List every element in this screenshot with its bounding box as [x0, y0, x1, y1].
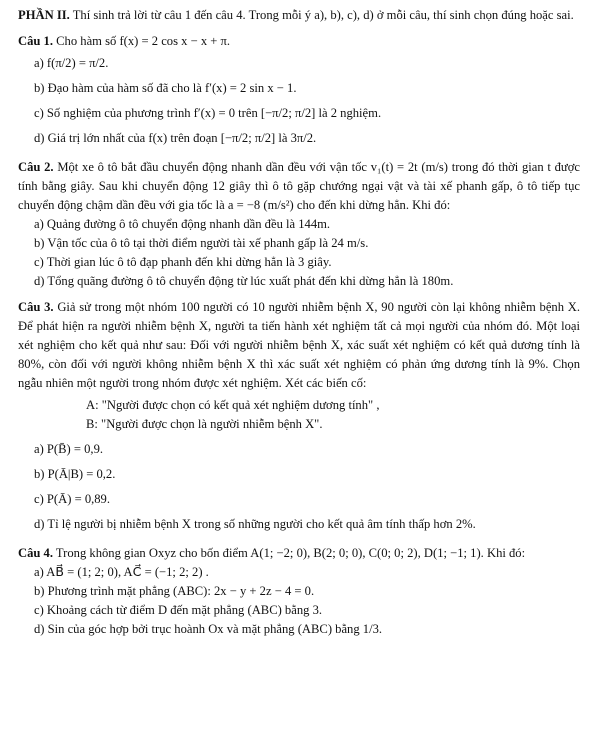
question-1: [18, 32, 580, 151]
question-3-option-c: c) P(Ā) = 0,89.: [34, 492, 111, 506]
part-header: [18, 6, 580, 25]
question-2: [18, 158, 580, 291]
question-3-event-b: B: "Người được chọn là người nhiễm bệnh X".: [86, 417, 323, 431]
question-1-option-c: c) Số nghiệm của phương trình f′(x) = 0 trên [−π/2; π/2] là 2 nghiệm.: [34, 106, 382, 120]
question-1-stem: [18, 32, 580, 51]
question-2-text: Một xe ô tô bắt đầu chuyển động nhanh dần đều với vận tốc v₁(t) = 2t (m/s) trong đó thời gian t được tính bằng giây. Sau khi chuyển động 12 giây thì ô tô gặp chướng ngại vật và tài xế phanh gấp, ô tô tiếp tục chuyển động chậm dần đều với gia tốc là a = −8 (m/s²) cho đến khi dừng hẳn. Khi đó:: [18, 160, 581, 212]
question-1-option-a: a) f(π/2) = π/2.: [34, 56, 109, 70]
question-3-option-a: a) P(B̄) = 0,9.: [34, 442, 104, 456]
question-3-stem: [18, 298, 580, 393]
question-4-option-c: c) Khoảng cách từ điểm D đến mặt phẳng (ABC) bằng 3.: [34, 603, 323, 617]
question-2-option-c: c) Thời gian lúc ô tô đạp phanh đến khi dừng hẳn là 3 giây.: [34, 255, 332, 269]
question-2-option-a: a) Quảng đường ô tô chuyển động nhanh dần đều là 144m.: [34, 217, 331, 231]
question-1-option-d: d) Giá trị lớn nhất của f(x) trên đoạn [−π/2; π/2] là 3π/2.: [34, 131, 317, 145]
question-3-option-d: d) Tỉ lệ người bị nhiễm bệnh X trong số những người cho kết quả âm tính thấp hơn 2%.: [34, 517, 476, 531]
question-4-stem: [18, 544, 580, 563]
question-2-stem: [18, 158, 580, 215]
question-2-option-d: d) Tổng quãng đường ô tô chuyển động từ lúc xuất phát đến khi dừng hẳn là 180m.: [34, 274, 454, 288]
part-title: PHẦN II.: [18, 8, 70, 22]
question-1-text: Cho hàm số f(x) = 2 cos x − x + π.: [56, 34, 231, 48]
part-instruction: Thí sinh trả lời từ câu 1 đến câu 4. Trong mỗi ý a), b), c), d) ở mỗi câu, thí sinh chọn đúng hoặc sai.: [72, 8, 574, 22]
question-1-label: Câu 1.: [18, 34, 53, 48]
question-3: [18, 298, 580, 537]
question-4-option-d: d) Sin của góc hợp bởi trục hoành Ox và mặt phẳng (ABC) bằng 1/3.: [34, 622, 383, 636]
question-2-option-b: b) Vận tốc của ô tô tại thời điểm người tài xế phanh gấp là 24 m/s.: [34, 236, 369, 250]
question-2-label: Câu 2.: [18, 160, 54, 174]
question-4-option-a: a) AB⃗ = (1; 2; 0), AC⃗ = (−1; 2; 2) .: [34, 565, 209, 579]
question-4-text: Trong không gian Oxyz cho bốn điểm A(1; −2; 0), B(2; 0; 0), C(0; 0; 2), D(1; −1; 1). Khi đó:: [55, 546, 526, 560]
question-4: [18, 544, 580, 639]
question-1-option-b: b) Đạo hàm của hàm số đã cho là f′(x) = 2 sin x − 1.: [34, 81, 297, 95]
question-3-option-b: b) P(Ā|B) = 0,2.: [34, 467, 116, 481]
question-3-text: Giả sử trong một nhóm 100 người có 10 người nhiễm bệnh X, 90 người còn lại không nhiễm bệnh X. Để phát hiện ra người nhiễm bệnh X, người ta tiến hành xét nghiệm tất cả mọi người của nhóm đó. Một loại xét nghiệm cho kết quả như sau: Đối với người nhiễm bệnh X, xác suất xét nghiệm có kết quả dương tính là 80%, còn đối với người không nhiễm bệnh X thì xác suất xét nghiệm có phản ứng dương tính là 9%. Chọn ngẫu nhiên một người trong nhóm được xét nghiệm. Xét các biến cố:: [18, 300, 580, 390]
question-3-event-a: A: "Người được chọn có kết quả xét nghiệm dương tính" ,: [86, 398, 380, 412]
question-4-option-b: b) Phương trình mặt phẳng (ABC): 2x − y + 2z − 4 = 0.: [34, 584, 315, 598]
question-3-label: Câu 3.: [18, 300, 54, 314]
question-4-label: Câu 4.: [18, 546, 53, 560]
